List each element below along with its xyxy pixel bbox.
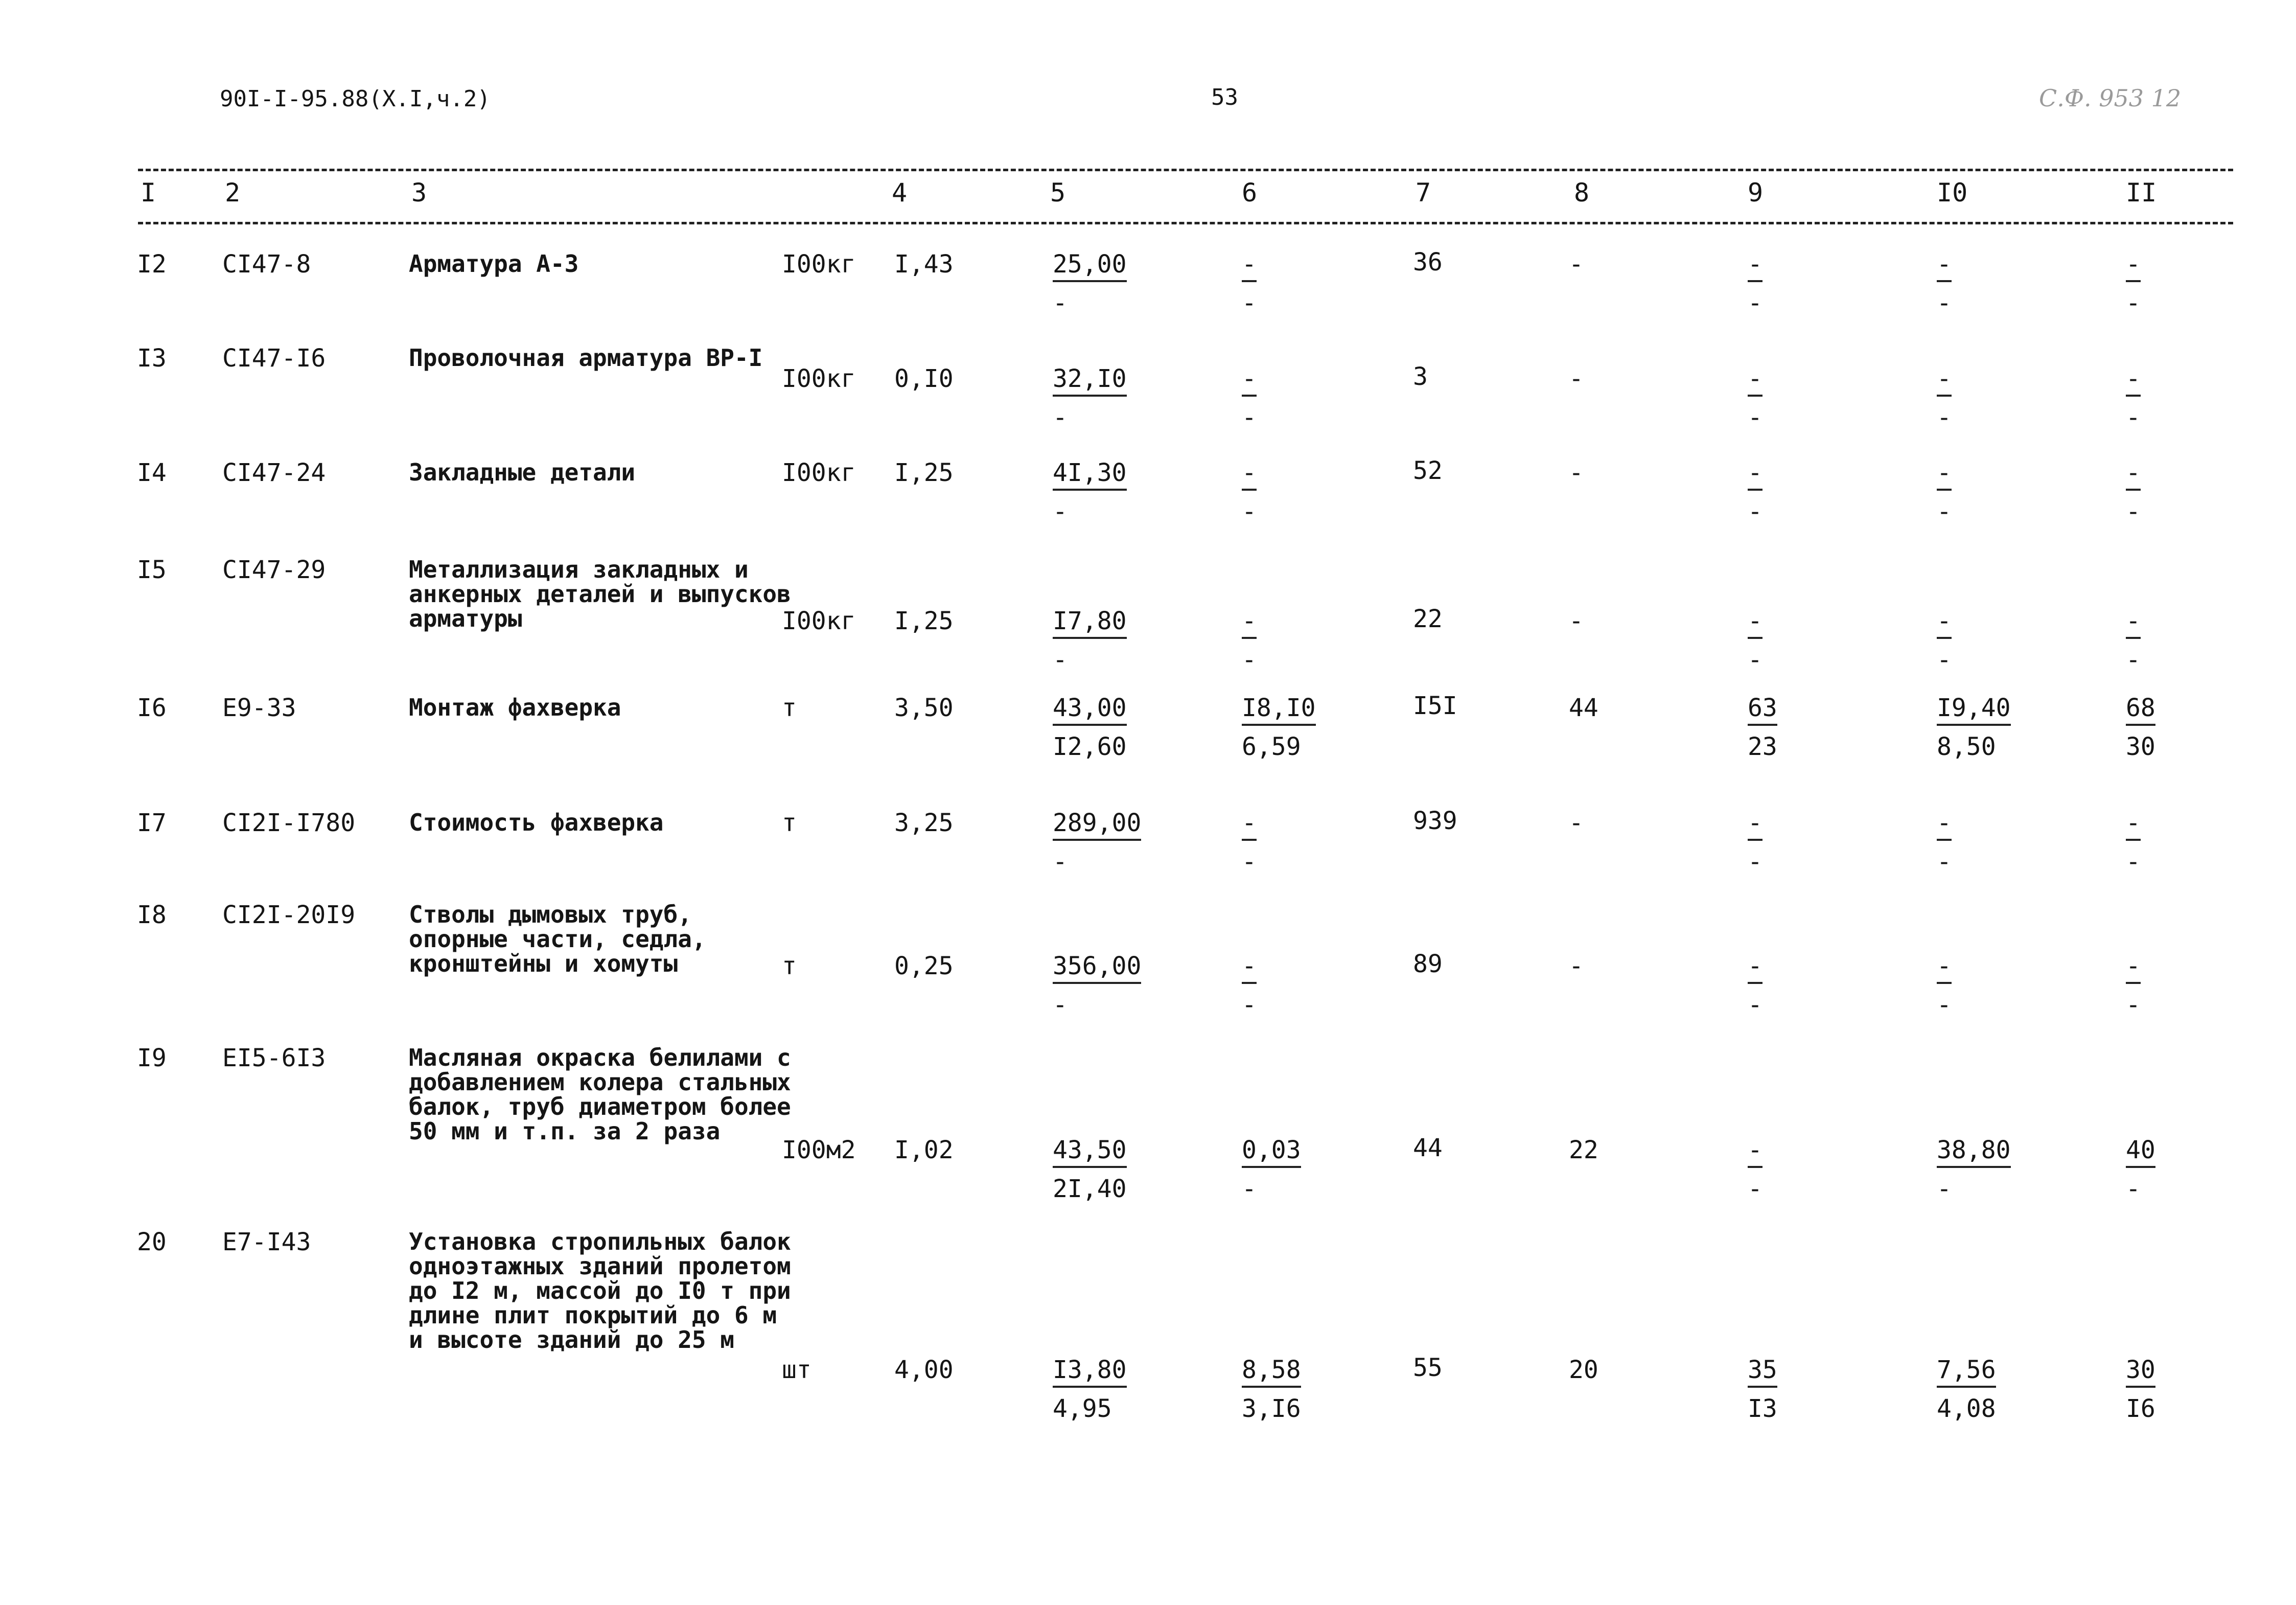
quantity: I,25 <box>894 607 954 635</box>
unit: шт <box>782 1356 811 1384</box>
fraction-denominator: - <box>1937 289 1952 317</box>
column-number: II <box>2126 178 2157 208</box>
column-7-value: 52 <box>1413 456 1443 485</box>
row-number: I7 <box>137 809 167 837</box>
unit: I00кг <box>782 458 856 487</box>
quantity: 0,25 <box>894 952 954 980</box>
column-8-value: - <box>1569 458 1584 487</box>
fraction-numerator: 25,00 <box>1053 251 1127 282</box>
fraction-numerator: - <box>1937 460 1952 491</box>
fraction-numerator: - <box>1748 366 1762 397</box>
fraction-numerator: 35 <box>1748 1357 1777 1388</box>
fraction-denominator: - <box>1053 991 1068 1019</box>
rate-code: E9-33 <box>222 694 296 722</box>
fraction-denominator: - <box>2126 991 2141 1019</box>
column-number: 3 <box>411 178 427 208</box>
fraction-numerator: - <box>2126 251 2141 282</box>
work-description: Металлизация закладных и анкерных деталей и выпусков арматуры <box>409 556 791 632</box>
fraction-numerator: 38,80 <box>1937 1137 2011 1168</box>
unit: I00кг <box>782 250 856 279</box>
fraction-numerator: - <box>1748 810 1762 841</box>
fraction-denominator: - <box>1053 497 1068 526</box>
fraction-numerator: - <box>1242 608 1257 639</box>
fraction-denominator: - <box>1748 1175 1762 1203</box>
rate-code: EI5-6I3 <box>222 1044 326 1072</box>
fraction-cell-c10 <box>1937 1137 2011 1202</box>
column-8-value: 44 <box>1569 694 1598 722</box>
row-number: 20 <box>137 1228 167 1256</box>
fraction-denominator: - <box>1242 847 1257 876</box>
fraction-cell-c10 <box>1937 695 2011 760</box>
fraction-cell-c11 <box>2126 460 2141 524</box>
fraction-denominator: - <box>1242 646 1257 674</box>
fraction-cell-c6 <box>1242 251 1257 316</box>
fraction-denominator: - <box>1242 1175 1257 1203</box>
fraction-numerator: - <box>1242 251 1257 282</box>
fraction-cell-c5 <box>1053 810 1141 875</box>
fraction-numerator: I8,I0 <box>1242 695 1316 726</box>
fraction-numerator: - <box>1242 810 1257 841</box>
fraction-numerator: 289,00 <box>1053 810 1141 841</box>
fraction-denominator: 4,95 <box>1053 1394 1112 1423</box>
fraction-cell-c9 <box>1748 1357 1777 1421</box>
rate-code: CI2I-I780 <box>222 809 356 837</box>
fraction-denominator: 30 <box>2126 732 2155 761</box>
quantity: 3,50 <box>894 694 954 722</box>
column-7-value: 939 <box>1413 807 1457 835</box>
fraction-cell-c10 <box>1937 366 1952 430</box>
fraction-denominator: 6,59 <box>1242 732 1301 761</box>
fraction-denominator: 3,I6 <box>1242 1394 1301 1423</box>
fraction-denominator: - <box>1937 991 1952 1019</box>
fraction-numerator: 7,56 <box>1937 1357 1996 1388</box>
fraction-numerator: 40 <box>2126 1137 2155 1168</box>
fraction-cell-c9 <box>1748 1137 1762 1202</box>
fraction-cell-c11 <box>2126 1137 2155 1202</box>
work-description: Монтаж фахверка <box>409 694 621 721</box>
fraction-numerator: 68 <box>2126 695 2155 726</box>
fraction-cell-c10 <box>1937 810 1952 875</box>
fraction-cell-c9 <box>1748 695 1777 760</box>
fraction-denominator: 8,50 <box>1937 732 1996 761</box>
column-number: I0 <box>1937 178 1968 208</box>
fraction-denominator: I6 <box>2126 1394 2155 1423</box>
fraction-cell-c11 <box>2126 810 2141 875</box>
fraction-cell-c6 <box>1242 953 1257 1018</box>
column-8-value: - <box>1569 607 1584 635</box>
fraction-cell-c9 <box>1748 810 1762 875</box>
fraction-numerator: - <box>1748 460 1762 491</box>
fraction-cell-c11 <box>2126 1357 2155 1421</box>
fraction-denominator: - <box>1242 991 1257 1019</box>
fraction-numerator: - <box>1748 608 1762 639</box>
document-code: 90I-I-95.88(X.I,ч.2) <box>220 86 491 112</box>
fraction-denominator: - <box>2126 403 2141 432</box>
row-number: I3 <box>137 344 167 373</box>
fraction-cell-c5 <box>1053 366 1127 430</box>
fraction-numerator: 4I,30 <box>1053 460 1127 491</box>
column-number: 9 <box>1748 178 1764 208</box>
column-number: 4 <box>892 178 908 208</box>
fraction-denominator: - <box>2126 497 2141 526</box>
fraction-numerator: 63 <box>1748 695 1777 726</box>
fraction-denominator: - <box>1242 497 1257 526</box>
row-number: I2 <box>137 250 167 279</box>
fraction-cell-c11 <box>2126 695 2155 760</box>
column-number: I <box>141 178 156 208</box>
fraction-cell-c5 <box>1053 460 1127 524</box>
row-number: I5 <box>137 556 167 584</box>
fraction-numerator: - <box>2126 953 2141 984</box>
fraction-denominator: - <box>1748 497 1762 526</box>
work-description: Арматура А-3 <box>409 250 579 278</box>
fraction-denominator: - <box>2126 289 2141 317</box>
column-8-value: - <box>1569 809 1584 837</box>
fraction-numerator: - <box>1937 608 1952 639</box>
fraction-denominator: - <box>1748 403 1762 432</box>
fraction-denominator: 23 <box>1748 732 1777 761</box>
column-number: 7 <box>1416 178 1431 208</box>
quantity: I,43 <box>894 250 954 279</box>
fraction-denominator: - <box>1242 289 1257 317</box>
rate-code: CI47-I6 <box>222 344 326 373</box>
column-7-value: I5I <box>1413 692 1457 720</box>
quantity: 0,I0 <box>894 364 954 393</box>
column-8-value: - <box>1569 364 1584 393</box>
fraction-numerator: 356,00 <box>1053 953 1141 984</box>
fraction-denominator: - <box>1748 289 1762 317</box>
fraction-numerator: 43,00 <box>1053 695 1127 726</box>
header-rule-bottom <box>138 222 2233 224</box>
column-7-value: 22 <box>1413 605 1443 633</box>
fraction-cell-c5 <box>1053 608 1127 673</box>
fraction-numerator: - <box>1748 251 1762 282</box>
fraction-cell-c10 <box>1937 953 1952 1018</box>
fraction-cell-c10 <box>1937 608 1952 673</box>
unit: т <box>782 694 797 722</box>
work-description: Проволочная арматура ВР-I <box>409 344 763 372</box>
fraction-numerator: - <box>1937 251 1952 282</box>
column-number: 8 <box>1574 178 1590 208</box>
fraction-numerator: - <box>1242 460 1257 491</box>
row-number: I4 <box>137 458 167 487</box>
fraction-denominator: - <box>1748 991 1762 1019</box>
column-number: 6 <box>1242 178 1258 208</box>
fraction-numerator: 0,03 <box>1242 1137 1301 1168</box>
fraction-denominator: - <box>1748 847 1762 876</box>
archive-stamp: С.Ф. 953 12 <box>2039 84 2182 112</box>
fraction-cell-c5 <box>1053 1357 1127 1421</box>
column-7-value: 89 <box>1413 950 1443 978</box>
quantity: 4,00 <box>894 1356 954 1384</box>
fraction-cell-c6 <box>1242 608 1257 673</box>
fraction-denominator: - <box>1053 847 1068 876</box>
fraction-cell-c10 <box>1937 460 1952 524</box>
fraction-numerator: - <box>2126 608 2141 639</box>
fraction-cell-c6 <box>1242 695 1316 760</box>
fraction-numerator: - <box>1242 953 1257 984</box>
page-number: 53 <box>1211 84 1238 110</box>
fraction-cell-c5 <box>1053 953 1141 1018</box>
work-description: Стоимость фахверка <box>409 809 664 836</box>
column-number: 2 <box>225 178 241 208</box>
rate-code: CI2I-20I9 <box>222 901 356 929</box>
fraction-cell-c6 <box>1242 460 1257 524</box>
fraction-denominator: - <box>1242 403 1257 432</box>
fraction-cell-c9 <box>1748 460 1762 524</box>
column-8-value: 20 <box>1569 1356 1598 1384</box>
fraction-cell-c9 <box>1748 251 1762 316</box>
rate-code: E7-I43 <box>222 1228 311 1256</box>
fraction-numerator: - <box>1242 366 1257 397</box>
fraction-numerator: 43,50 <box>1053 1137 1127 1168</box>
column-7-value: 55 <box>1413 1354 1443 1382</box>
fraction-denominator: - <box>1937 403 1952 432</box>
fraction-denominator: - <box>1748 646 1762 674</box>
fraction-denominator: 4,08 <box>1937 1394 1996 1423</box>
fraction-numerator: - <box>1937 810 1952 841</box>
column-7-value: 44 <box>1413 1134 1443 1162</box>
fraction-cell-c5 <box>1053 251 1127 316</box>
fraction-cell-c9 <box>1748 608 1762 673</box>
fraction-denominator: - <box>1053 403 1068 432</box>
fraction-cell-c6 <box>1242 1357 1301 1421</box>
fraction-cell-c6 <box>1242 366 1257 430</box>
fraction-numerator: 8,58 <box>1242 1357 1301 1388</box>
fraction-denominator: - <box>1053 289 1068 317</box>
fraction-numerator: - <box>1937 366 1952 397</box>
fraction-cell-c6 <box>1242 810 1257 875</box>
fraction-numerator: - <box>1937 953 1952 984</box>
work-description: Стволы дымовых труб, опорные части, седла, кронштейны и хомуты <box>409 901 706 977</box>
fraction-numerator: 32,I0 <box>1053 366 1127 397</box>
column-7-value: 36 <box>1413 248 1443 277</box>
fraction-cell-c9 <box>1748 366 1762 430</box>
unit: I00м2 <box>782 1136 856 1164</box>
column-8-value: - <box>1569 952 1584 980</box>
rate-code: CI47-8 <box>222 250 311 279</box>
rate-code: CI47-29 <box>222 556 326 584</box>
fraction-cell-c6 <box>1242 1137 1301 1202</box>
fraction-denominator: 2I,40 <box>1053 1175 1127 1203</box>
column-7-value: 3 <box>1413 362 1428 391</box>
fraction-denominator: - <box>1053 646 1068 674</box>
work-description: Установка стропильных балок одноэтажных зданий пролетом до I2 м, массой до I0 т при длине плит покрытий до 6 м и высоте зданий до 25 м <box>409 1228 791 1354</box>
quantity: 3,25 <box>894 809 954 837</box>
row-number: I6 <box>137 694 167 722</box>
work-description: Масляная окраска белилами с добавлением колера стальных балок, труб диаметром более 50 мм и т.п. за 2 раза <box>409 1044 791 1145</box>
fraction-cell-c5 <box>1053 1137 1127 1202</box>
fraction-numerator: I3,80 <box>1053 1357 1127 1388</box>
fraction-numerator: - <box>1748 953 1762 984</box>
fraction-numerator: - <box>1748 1137 1762 1168</box>
fraction-denominator: - <box>2126 847 2141 876</box>
fraction-denominator: - <box>1937 847 1952 876</box>
fraction-denominator: - <box>1937 646 1952 674</box>
fraction-denominator: I3 <box>1748 1394 1777 1423</box>
fraction-cell-c11 <box>2126 608 2141 673</box>
fraction-cell-c11 <box>2126 953 2141 1018</box>
unit: т <box>782 809 797 837</box>
row-number: I9 <box>137 1044 167 1072</box>
fraction-numerator: - <box>2126 810 2141 841</box>
fraction-numerator: I7,80 <box>1053 608 1127 639</box>
fraction-numerator: 30 <box>2126 1357 2155 1388</box>
column-number: 5 <box>1050 178 1066 208</box>
unit: I00кг <box>782 607 856 635</box>
fraction-denominator: - <box>2126 646 2141 674</box>
fraction-cell-c5 <box>1053 695 1127 760</box>
unit: I00кг <box>782 364 856 393</box>
column-8-value: 22 <box>1569 1136 1598 1164</box>
quantity: I,02 <box>894 1136 954 1164</box>
fraction-cell-c11 <box>2126 366 2141 430</box>
fraction-denominator: - <box>1937 497 1952 526</box>
column-8-value: - <box>1569 250 1584 279</box>
fraction-numerator: I9,40 <box>1937 695 2011 726</box>
fraction-denominator: - <box>2126 1175 2141 1203</box>
fraction-denominator: I2,60 <box>1053 732 1127 761</box>
fraction-denominator: - <box>1937 1175 1952 1203</box>
fraction-cell-c11 <box>2126 251 2141 316</box>
fraction-cell-c10 <box>1937 1357 1996 1421</box>
fraction-cell-c10 <box>1937 251 1952 316</box>
fraction-numerator: - <box>2126 460 2141 491</box>
work-description: Закладные детали <box>409 458 636 486</box>
rate-code: CI47-24 <box>222 458 326 487</box>
fraction-cell-c9 <box>1748 953 1762 1018</box>
unit: т <box>782 952 797 980</box>
header-rule-top <box>138 169 2233 171</box>
quantity: I,25 <box>894 458 954 487</box>
row-number: I8 <box>137 901 167 929</box>
fraction-numerator: - <box>2126 366 2141 397</box>
